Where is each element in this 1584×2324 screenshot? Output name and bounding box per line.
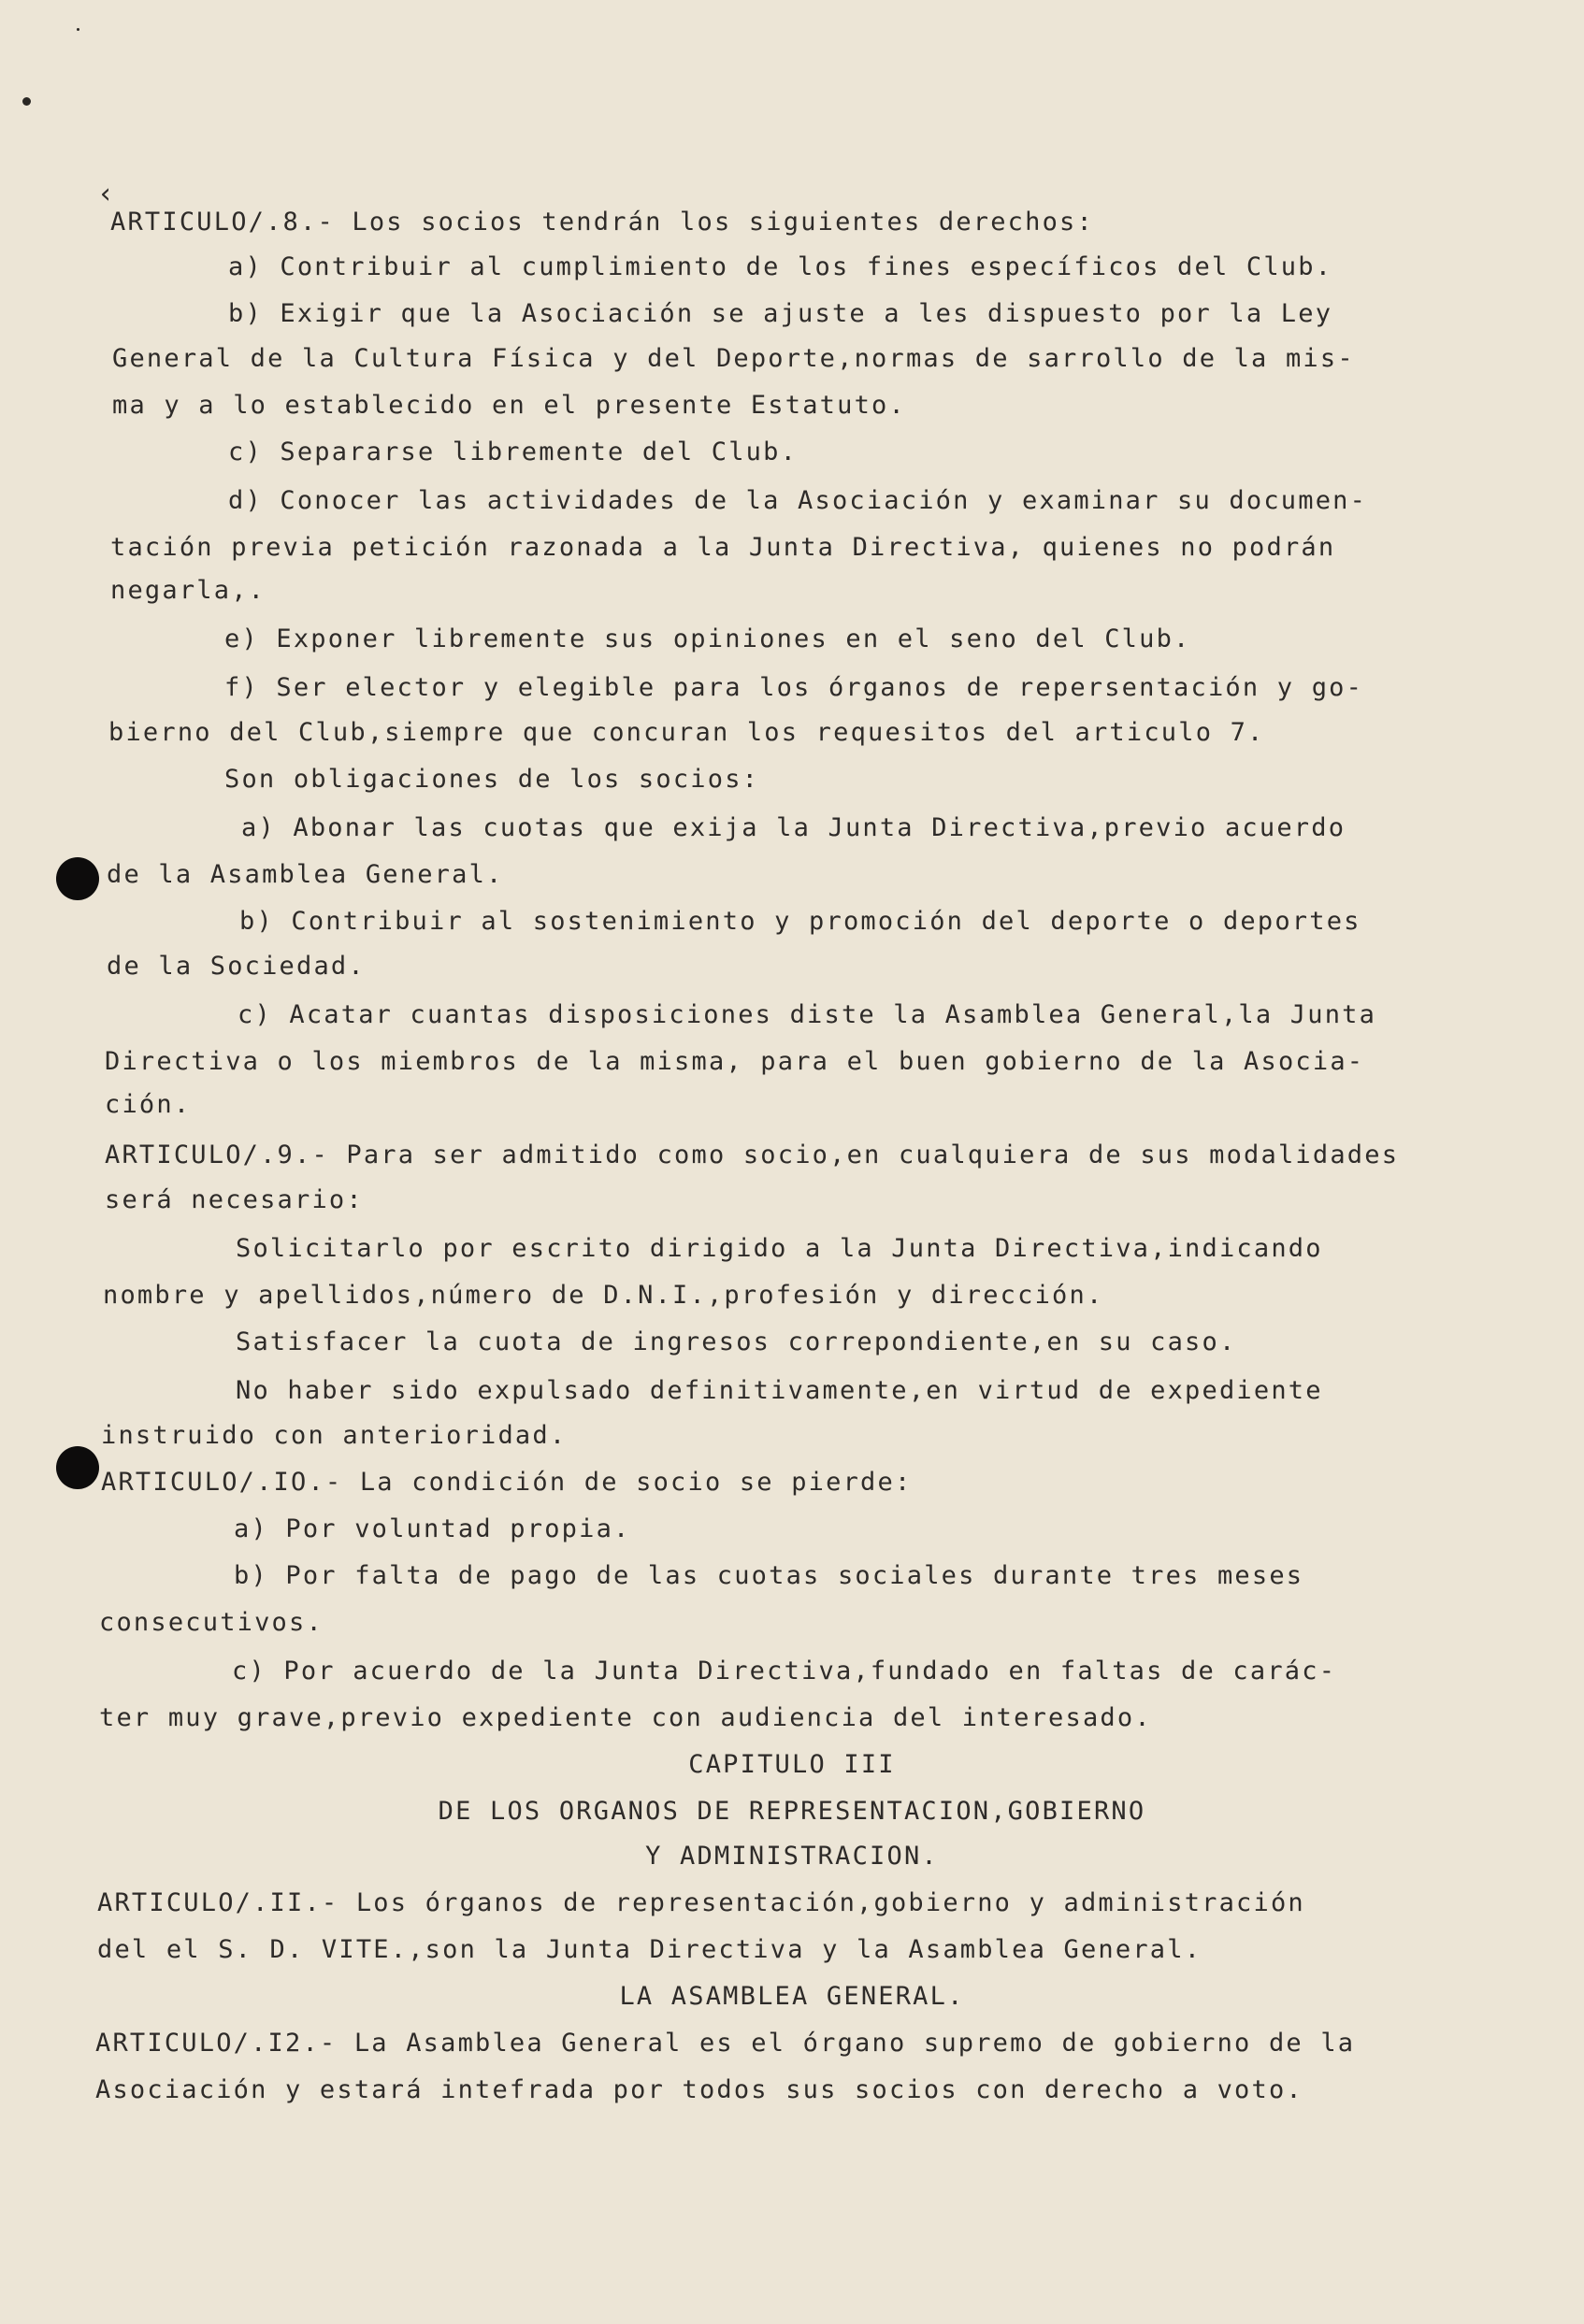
text-line: f) Ser elector y elegible para los órganos de repersentación y go- — [224, 673, 1364, 702]
text-line: bierno del Club,siempre que concuran los requesitos del articulo 7. — [108, 718, 1265, 747]
section-heading: LA ASAMBLEA GENERAL. — [619, 1982, 965, 2011]
text-line: ARTICULO/.I2.- La Asamblea General es el órgano supremo de gobierno de la — [95, 2029, 1356, 2058]
chapter-title: Y ADMINISTRACION. — [645, 1842, 939, 1871]
text-line: b) Exigir que la Asociación se ajuste a les dispuesto por la Ley — [228, 299, 1333, 328]
chapter-title: DE LOS ORGANOS DE REPRESENTACION,GOBIERNO — [438, 1797, 1146, 1826]
text-line: será necesario: — [105, 1185, 364, 1214]
text-line: ter muy grave,previo expediente con audiencia del interesado. — [99, 1703, 1152, 1732]
text-line: Solicitarlo por escrito dirigido a la Junta Directiva,indicando — [236, 1234, 1323, 1263]
text-line: de la Asamblea General. — [107, 860, 504, 889]
text-line: Asociación y estará intefrada por todos sus socios con derecho a voto. — [95, 2075, 1303, 2104]
text-line: c) Por acuerdo de la Junta Directiva,fundado en faltas de carác- — [232, 1657, 1337, 1686]
text-line: consecutivos. — [99, 1608, 324, 1637]
text-line: b) Por falta de pago de las cuotas sociales durante tres meses — [234, 1561, 1304, 1590]
text-line: del el S. D. VITE.,son la Junta Directiva y la Asamblea General. — [97, 1935, 1202, 1964]
text-line: ARTICULO/.IO.- La condición de socio se pierde: — [101, 1468, 913, 1497]
text-line: Son obligaciones de los socios: — [224, 765, 760, 794]
chapter-heading: CAPITULO III — [688, 1750, 896, 1779]
text-line: a) Abonar las cuotas que exija la Junta Directiva,previo acuerdo — [241, 813, 1346, 842]
text-line: b) Contribuir al sostenimiento y promoción del deporte o deportes — [239, 907, 1361, 936]
caret-mark: ‹ — [97, 178, 115, 210]
text-line: negarla,. — [110, 576, 266, 605]
text-line: No haber sido expulsado definitivamente,en virtud de expediente — [236, 1376, 1323, 1405]
ink-speck — [77, 28, 79, 31]
text-line: ARTICULO/.8.- Los socios tendrán los siguientes derechos: — [110, 208, 1094, 237]
text-line: c) Separarse libremente del Club. — [228, 438, 799, 466]
text-line: de la Sociedad. — [107, 952, 366, 981]
text-line: General de la Cultura Física y del Deporte,normas de sarrollo de la mis- — [112, 344, 1355, 373]
text-line: instruido con anterioridad. — [101, 1421, 568, 1450]
text-line: tación previa petición razonada a la Junta Directiva, quienes no podrán — [110, 533, 1336, 562]
text-line: ARTICULO/.II.- Los órganos de representación,gobierno y administración — [97, 1888, 1305, 1917]
text-line: c) Acatar cuantas disposiciones diste la Asamblea General,la Junta — [238, 1000, 1377, 1029]
punch-hole-upper — [56, 857, 99, 900]
text-line: ción. — [105, 1090, 192, 1119]
text-line: e) Exponer libremente sus opiniones en el seno del Club. — [224, 624, 1191, 653]
text-line: a) Contribuir al cumplimiento de los fines específicos del Club. — [228, 252, 1333, 281]
text-line: Satisfacer la cuota de ingresos correpondiente,en su caso. — [236, 1327, 1237, 1356]
ink-speck — [22, 97, 31, 106]
text-line: ARTICULO/.9.- Para ser admitido como socio,en cualquiera de sus modalidades — [105, 1140, 1400, 1169]
text-line: ma y a lo establecido en el presente Estatuto. — [112, 391, 906, 420]
text-line: nombre y apellidos,número de D.N.I.,profesión y dirección. — [103, 1281, 1104, 1310]
text-line: d) Conocer las actividades de la Asociación y examinar su documen- — [228, 486, 1368, 515]
text-line: a) Por voluntad propia. — [234, 1514, 631, 1543]
punch-hole-lower — [56, 1446, 99, 1489]
text-line: Directiva o los miembros de la misma, para el buen gobierno de la Asocia- — [105, 1047, 1365, 1076]
